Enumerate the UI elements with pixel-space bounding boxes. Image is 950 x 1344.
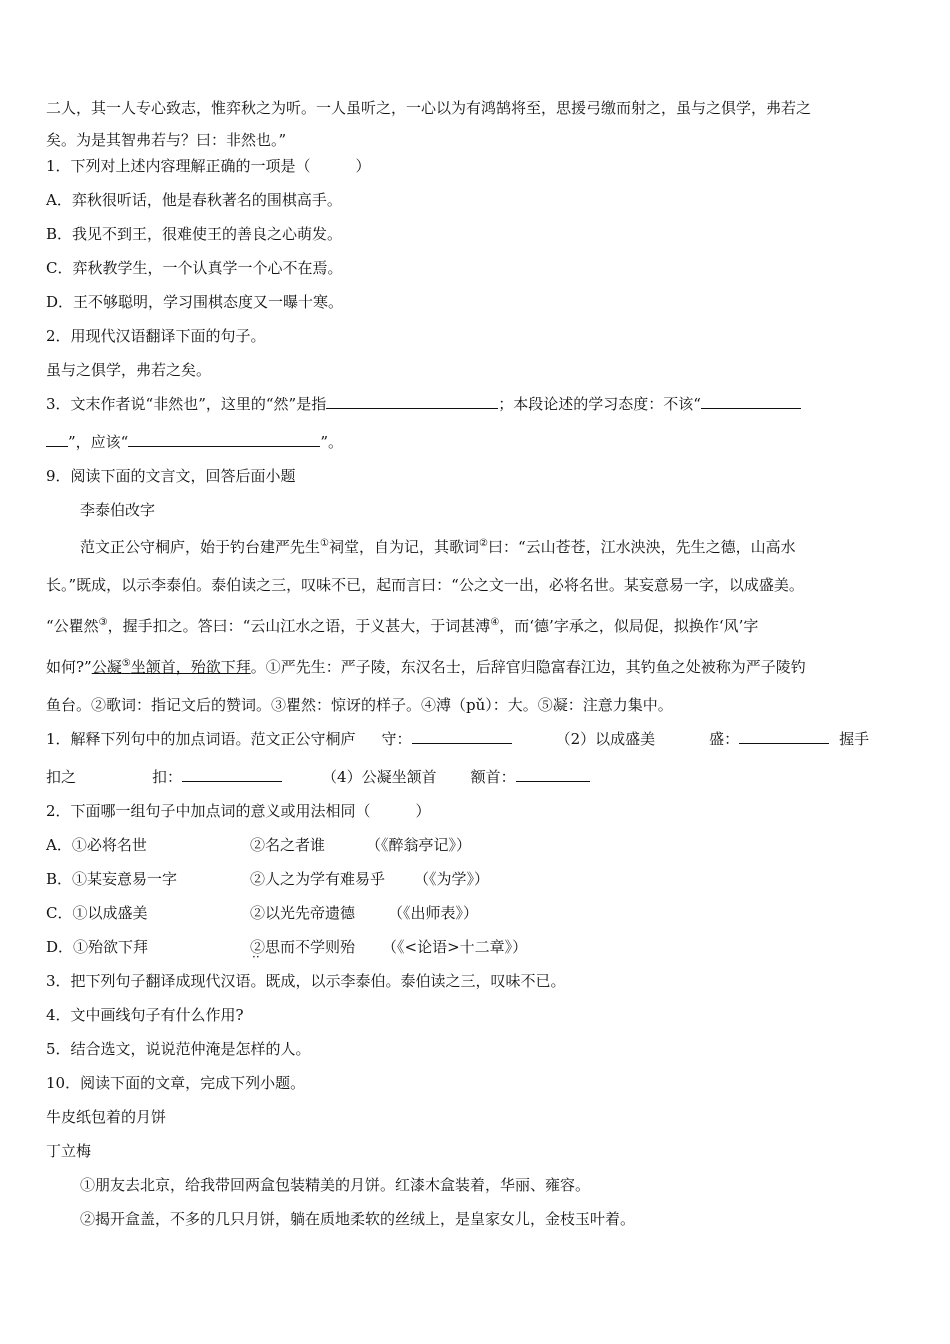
question-text: 扣之 xyxy=(46,768,77,786)
question-2-sentence: 虽与之俱学，弗若之矣。 xyxy=(46,361,212,379)
passage-text: 范文正公守桐庐，始于钓台建严先生 xyxy=(80,538,321,556)
option-source: （《为学》） xyxy=(414,870,490,888)
question-3-cont xyxy=(46,432,906,452)
option-text: ②思而不学则殆 ·· xyxy=(250,937,382,957)
option-source: （《<论语>十二章》） xyxy=(382,938,528,956)
answer-blank[interactable] xyxy=(128,432,320,447)
question-text: 盛： xyxy=(709,730,740,748)
passage-line: 二人，其一人专心致志，惟弈秋之为听。一人虽听之，一心以为有鸿鹄将至，思援弓缴而射之，虽与之俱学，弗若之 xyxy=(46,99,812,117)
question-9-1-cont xyxy=(46,767,906,787)
question-3-text: ”，应该“ xyxy=(68,433,129,451)
option-c: C．弈秋教学生，一个认真学一个心不在焉。 xyxy=(46,259,343,277)
article-title: 牛皮纸包着的月饼 xyxy=(46,1108,167,1126)
question-text: （2）以成盛美 xyxy=(555,730,656,748)
option-source: （《醉翁亭记》） xyxy=(366,836,472,854)
option-d xyxy=(46,937,906,957)
option-text: ②以光先帝遗德 xyxy=(250,904,356,922)
option-text: ②名之者谁 xyxy=(250,836,326,854)
passage-text: 曰：“云山苍苍，江水泱泱，先生之德，山高水 xyxy=(487,538,796,556)
passage-line: 长。”既成，以示李泰伯。泰伯读之三，叹味不已，起而言曰：“公之文一出，必将名世。某妄意易一字，以成盛美。 xyxy=(46,576,804,594)
underlined-text: 公凝 xyxy=(91,658,122,676)
answer-blank[interactable] xyxy=(701,394,801,409)
option-text: A．①必将名世 xyxy=(46,836,147,854)
option-text: C．①以成盛美 xyxy=(46,904,148,922)
article-paragraph: ①朋友去北京，给我带回两盒包装精美的月饼。红漆木盒装着，华丽、雍容。 xyxy=(80,1176,591,1194)
question-9-3: 3．把下列句子翻译成现代汉语。既成，以示李泰伯。泰伯读之三，叹味不已。 xyxy=(46,972,566,990)
underlined-sentence xyxy=(92,658,251,676)
passage-line: 鱼台。②歌词：指记文后的赞词。③瞿然：惊讶的样子。④溥（pǔ）：大。⑤凝：注意力集中。 xyxy=(46,696,673,714)
passage-title: 李泰伯改字 xyxy=(80,501,156,519)
question-text: 额首： xyxy=(470,768,516,786)
question-text: 1．解释下列句中的加点词语。范文正公守桐庐 xyxy=(46,730,356,748)
question-text: 扣： xyxy=(152,768,183,786)
passage-line xyxy=(46,613,906,636)
question-3-text: ；本段论述的学习态度：不该“ xyxy=(498,395,701,413)
footnote-mark: ③ xyxy=(98,617,108,628)
option-c xyxy=(46,903,906,923)
option-d: D．王不够聪明，学习围棋态度又一曝十寒。 xyxy=(46,293,344,311)
passage-text: 如何?” xyxy=(46,658,92,676)
underlined-text: 坐颔首，殆欲下拜 xyxy=(130,658,251,676)
document-page xyxy=(46,98,906,1229)
answer-blank[interactable] xyxy=(739,729,829,744)
article-author: 丁立梅 xyxy=(46,1142,92,1160)
question-text: 握手 xyxy=(839,730,870,748)
question-9-2-stem: 2．下面哪一组句子中加点词的意义或用法相同（ ） xyxy=(46,802,431,820)
footnote-mark: ① xyxy=(320,538,329,549)
question-text: （4）公凝坐颔首 xyxy=(322,768,437,786)
passage-line xyxy=(46,654,906,677)
footnote-mark: ④ xyxy=(490,617,500,628)
option-source: （《出师表》） xyxy=(388,904,479,922)
passage-line xyxy=(46,534,906,557)
passage-text: ，而‘德’字承之，似局促，拟换作‘风’字 xyxy=(499,617,759,635)
passage-text: 。①严先生：严子陵，东汉名士，后辞官归隐富春江边，其钓鱼之处被称为严子陵钓 xyxy=(250,658,806,676)
option-text: ②人之为学有难易乎 xyxy=(250,870,386,888)
footnote-mark: ② xyxy=(479,538,488,549)
passage-line: 矣。为是其智弗若与？曰：非然也。” xyxy=(46,131,287,149)
option-text: B．①某妄意易一字 xyxy=(46,870,178,888)
option-text: D．①殆欲下拜 xyxy=(46,938,149,956)
question-2-stem: 2．用现代汉语翻译下面的句子。 xyxy=(46,327,266,345)
question-9-5: 5．结合选文，说说范仲淹是怎样的人。 xyxy=(46,1040,311,1058)
answer-blank[interactable] xyxy=(46,432,68,447)
question-3 xyxy=(46,394,906,414)
answer-blank[interactable] xyxy=(516,767,590,782)
footnote-mark: ⑤ xyxy=(121,658,131,669)
passage-text: “公瞿然 xyxy=(46,617,99,635)
answer-blank[interactable] xyxy=(182,767,282,782)
passage-text: ，握手扣之。答曰：“云山江水之语，于义甚大，于词甚溥 xyxy=(107,617,491,635)
question-9-4: 4．文中画线句子有什么作用? xyxy=(46,1006,244,1024)
question-1-stem: 1．下列对上述内容理解正确的一项是（ ） xyxy=(46,157,371,175)
section-9-intro: 9．阅读下面的文言文，回答后面小题 xyxy=(46,467,296,485)
question-9-1 xyxy=(46,729,906,749)
option-b: B．我见不到王，很难使王的善良之心萌发。 xyxy=(46,225,343,243)
option-a: A．弈秋很听话，他是春秋著名的围棋高手。 xyxy=(46,191,342,209)
article-paragraph: ②揭开盒盖，不多的几只月饼，躺在质地柔软的丝绒上，是皇家女儿，金枝玉叶着。 xyxy=(80,1210,636,1228)
passage-text: 祠堂，自为记，其歌词 xyxy=(328,538,479,556)
question-text: 守： xyxy=(381,730,412,748)
option-a xyxy=(46,835,906,855)
question-3-text: ”。 xyxy=(320,433,344,451)
question-3-text: 3．文末作者说“非然也”，这里的“然”是指 xyxy=(46,395,327,413)
option-b xyxy=(46,869,906,889)
answer-blank[interactable] xyxy=(412,729,512,744)
section-10-intro: 10．阅读下面的文章，完成下列小题。 xyxy=(46,1074,306,1092)
answer-blank[interactable] xyxy=(326,394,498,409)
